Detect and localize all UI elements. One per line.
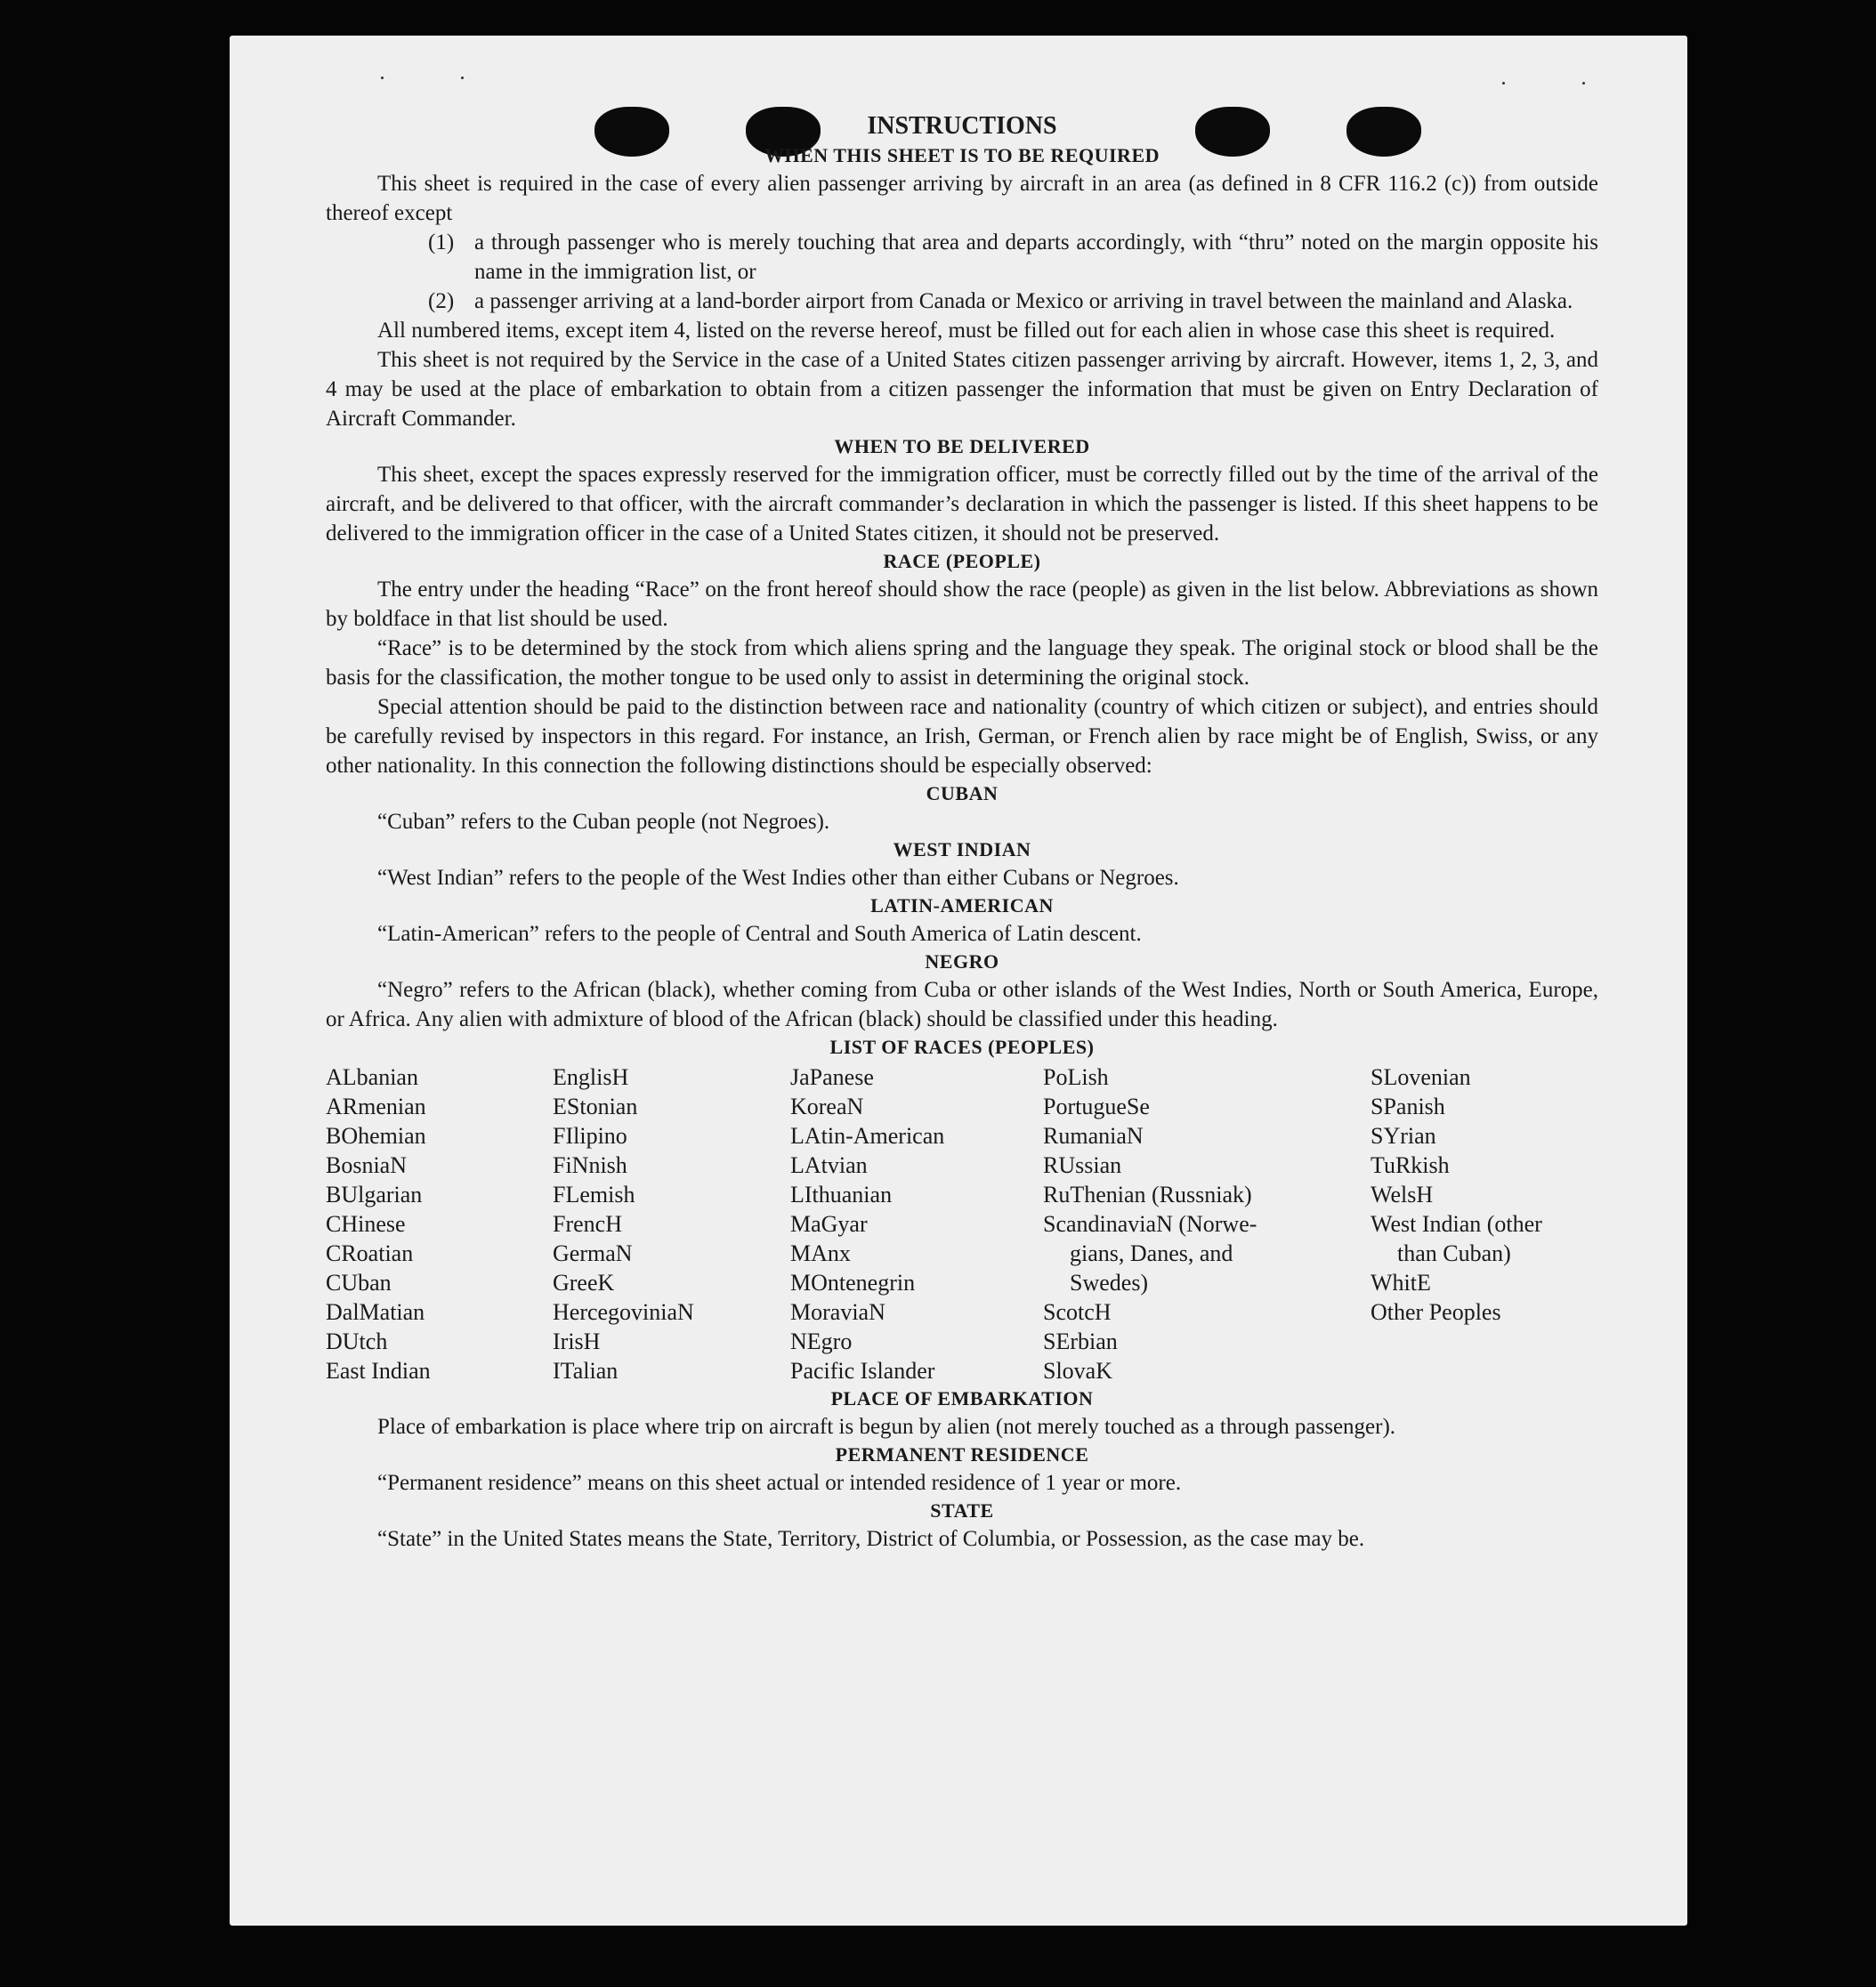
paragraph: The entry under the heading “Race” on the front hereof should show the race (people) as given in the list below. Abbreviations as shown by boldface in that list should be used.: [326, 578, 1598, 631]
paragraph: “State” in the United States means the State, Territory, District of Columbia, or Possession, as the case may be.: [377, 1527, 1365, 1551]
paragraph: Special attention should be paid to the distinction between race and nationality (country of which citizen or subject), and entries should be carefully revised by inspectors in this regard. For instance, an Irish, German, or French alien by race might be of English, Swiss, or any other nationality. In this connection the following distinctions should be especially observed:: [326, 695, 1598, 778]
race-entry: BOhemian: [326, 1123, 426, 1149]
paragraph: “Cuban” refers to the Cuban people (not Negroes).: [377, 810, 830, 834]
race-entry: HercegoviniaN: [553, 1299, 694, 1325]
paragraph: “Latin-American” refers to the people of Central and South America of Latin descent.: [377, 922, 1142, 946]
paragraph: This sheet is required in the case of every alien passenger arriving by aircraft in an area (as defined in 8 CFR 116.2 (c)) from outside thereof except: [326, 172, 1598, 225]
race-entry: SYrian: [1371, 1123, 1436, 1149]
race-entry: RUssian: [1043, 1152, 1122, 1178]
race-entry: EnglisH: [553, 1064, 629, 1090]
item-number: (1): [428, 230, 455, 254]
paragraph: This sheet is not required by the Service in the case of a United States citizen passenger arriving by aircraft. However, items 1, 2, 3, and 4 may be used at the place of embarkation to obtain from a citizen passenger the information that must be given on Entry Declaration of Aircraft Commander.: [326, 348, 1598, 431]
race-entry: RumaniaN: [1043, 1123, 1144, 1149]
section-heading: NEGRO: [925, 950, 999, 973]
race-entry: PoLish: [1043, 1064, 1109, 1090]
race-entry: JaPanese: [790, 1064, 874, 1090]
section-heading: LIST OF RACES (PEOPLES): [829, 1036, 1095, 1058]
race-entry-continued: than Cuban): [1397, 1240, 1511, 1266]
race-entry-continued: Swedes): [1070, 1270, 1149, 1296]
race-entry: IrisH: [553, 1329, 601, 1354]
section-heading: WHEN TO BE DELIVERED: [834, 435, 1090, 457]
paragraph: All numbered items, except item 4, listed on the reverse hereof, must be filled out for each alien in whose case this sheet is required.: [377, 319, 1556, 343]
race-entry: Pacific Islander: [790, 1358, 935, 1384]
race-entry: SErbian: [1043, 1329, 1118, 1354]
race-entry: EStonian: [553, 1094, 638, 1119]
list-item: [428, 287, 1598, 316]
speck: [1582, 82, 1585, 85]
section-heading: LATIN-AMERICAN: [870, 894, 1054, 917]
race-entry: FiNnish: [553, 1152, 627, 1178]
section-heading: WHEN THIS SHEET IS TO BE REQUIRED: [764, 144, 1160, 166]
race-entry: FIlipino: [553, 1123, 627, 1149]
race-entry: DalMatian: [326, 1299, 425, 1325]
race-entry: West Indian (other: [1371, 1211, 1542, 1237]
paragraph: “West Indian” refers to the people of the West Indies other than either Cubans or Negroes.: [377, 866, 1179, 890]
race-entry: ITalian: [553, 1358, 619, 1384]
speck: [381, 77, 384, 79]
race-entry: CRoatian: [326, 1240, 414, 1266]
races-list: [326, 1062, 1598, 1385]
item-number: (2): [428, 289, 455, 313]
race-entry: ARmenian: [326, 1094, 426, 1119]
race-entry: East Indian: [326, 1358, 431, 1384]
page-title: INSTRUCTIONS: [867, 112, 1057, 140]
race-entry: LAtin-American: [790, 1123, 945, 1149]
list-item: [428, 228, 1598, 287]
section-heading: STATE: [930, 1499, 994, 1522]
races-column: [790, 1062, 1043, 1385]
race-entry: CHinese: [326, 1211, 406, 1237]
race-entry: BUlgarian: [326, 1182, 423, 1208]
race-entry: LAtvian: [790, 1152, 868, 1178]
race-entry: KoreaN: [790, 1094, 864, 1119]
race-entry: RuThenian (Russniak): [1043, 1182, 1252, 1208]
section-heading: PLACE OF EMBARKATION: [830, 1387, 1094, 1409]
race-entry: MOntenegrin: [790, 1270, 916, 1296]
race-entry: WhitE: [1371, 1270, 1431, 1296]
paragraph: “Permanent residence” means on this sheet actual or intended residence of 1 year or more.: [377, 1471, 1182, 1495]
section-heading: WEST INDIAN: [893, 838, 1031, 860]
race-entry: GermaN: [553, 1240, 633, 1266]
race-entry: TuRkish: [1371, 1152, 1450, 1178]
races-column: [553, 1062, 790, 1385]
races-column: [1043, 1062, 1371, 1385]
race-entry: PortugueSe: [1043, 1094, 1150, 1119]
paragraph: “Negro” refers to the African (black), whether coming from Cuba or other islands of the West Indies, North or South America, Europe, or Africa. Any alien with admixture of blood of the African (black) should be classified under this heading.: [326, 978, 1598, 1031]
section-heading: RACE (PEOPLE): [883, 550, 1041, 572]
race-entry: SlovaK: [1043, 1358, 1112, 1384]
section-heading: PERMANENT RESIDENCE: [835, 1443, 1089, 1466]
item-text: a passenger arriving at a land-border airport from Canada or Mexico or arriving in travel between the mainland and Alaska.: [474, 289, 1573, 313]
race-entry: BosniaN: [326, 1152, 407, 1178]
race-entry: GreeK: [553, 1270, 615, 1296]
race-entry: SPanish: [1371, 1094, 1445, 1119]
race-entry: LIthuanian: [790, 1182, 893, 1208]
race-entry: ScandinaviaN (Norwe-: [1043, 1211, 1257, 1237]
race-entry: ScotcH: [1043, 1299, 1112, 1325]
race-entry: MAnx: [790, 1240, 851, 1266]
race-entry: ALbanian: [326, 1064, 418, 1090]
section-heading: CUBAN: [926, 782, 999, 804]
race-entry: CUban: [326, 1270, 392, 1296]
races-column: [326, 1062, 553, 1385]
races-column: [1371, 1062, 1598, 1385]
race-entry: Other Peoples: [1371, 1299, 1501, 1325]
speck: [461, 77, 464, 79]
speck: [1502, 82, 1505, 85]
race-entry: DUtch: [326, 1329, 388, 1354]
race-entry-continued: gians, Danes, and: [1070, 1240, 1233, 1266]
instructions-text: [326, 110, 1598, 1554]
race-entry: NEgro: [790, 1329, 853, 1354]
race-entry: FLemish: [553, 1182, 635, 1208]
race-entry: WelsH: [1371, 1182, 1434, 1208]
race-entry: MaGyar: [790, 1211, 868, 1237]
paragraph: “Race” is to be determined by the stock from which aliens spring and the language they speak. The original stock or blood shall be the basis for the classification, the mother tongue to be used only to assist in determining the original stock.: [326, 636, 1598, 690]
paragraph: This sheet, except the spaces expressly reserved for the immigration officer, must be correctly filled out by the time of the arrival of the aircraft, and be delivered to that officer, with the aircraft commander’s declaration in which the passenger is listed. If this sheet happens to be delivered to the immigration officer in the case of a United States citizen, it should not be preserved.: [326, 463, 1598, 545]
race-entry: SLovenian: [1371, 1064, 1471, 1090]
race-entry: FrencH: [553, 1211, 622, 1237]
paragraph: Place of embarkation is place where trip on aircraft is begun by alien (not merely touched as a through passenger).: [377, 1415, 1396, 1439]
item-text: a through passenger who is merely touching that area and departs accordingly, with “thru” noted on the margin opposite his name in the immigration list, or: [474, 230, 1598, 284]
race-entry: MoraviaN: [790, 1299, 885, 1325]
